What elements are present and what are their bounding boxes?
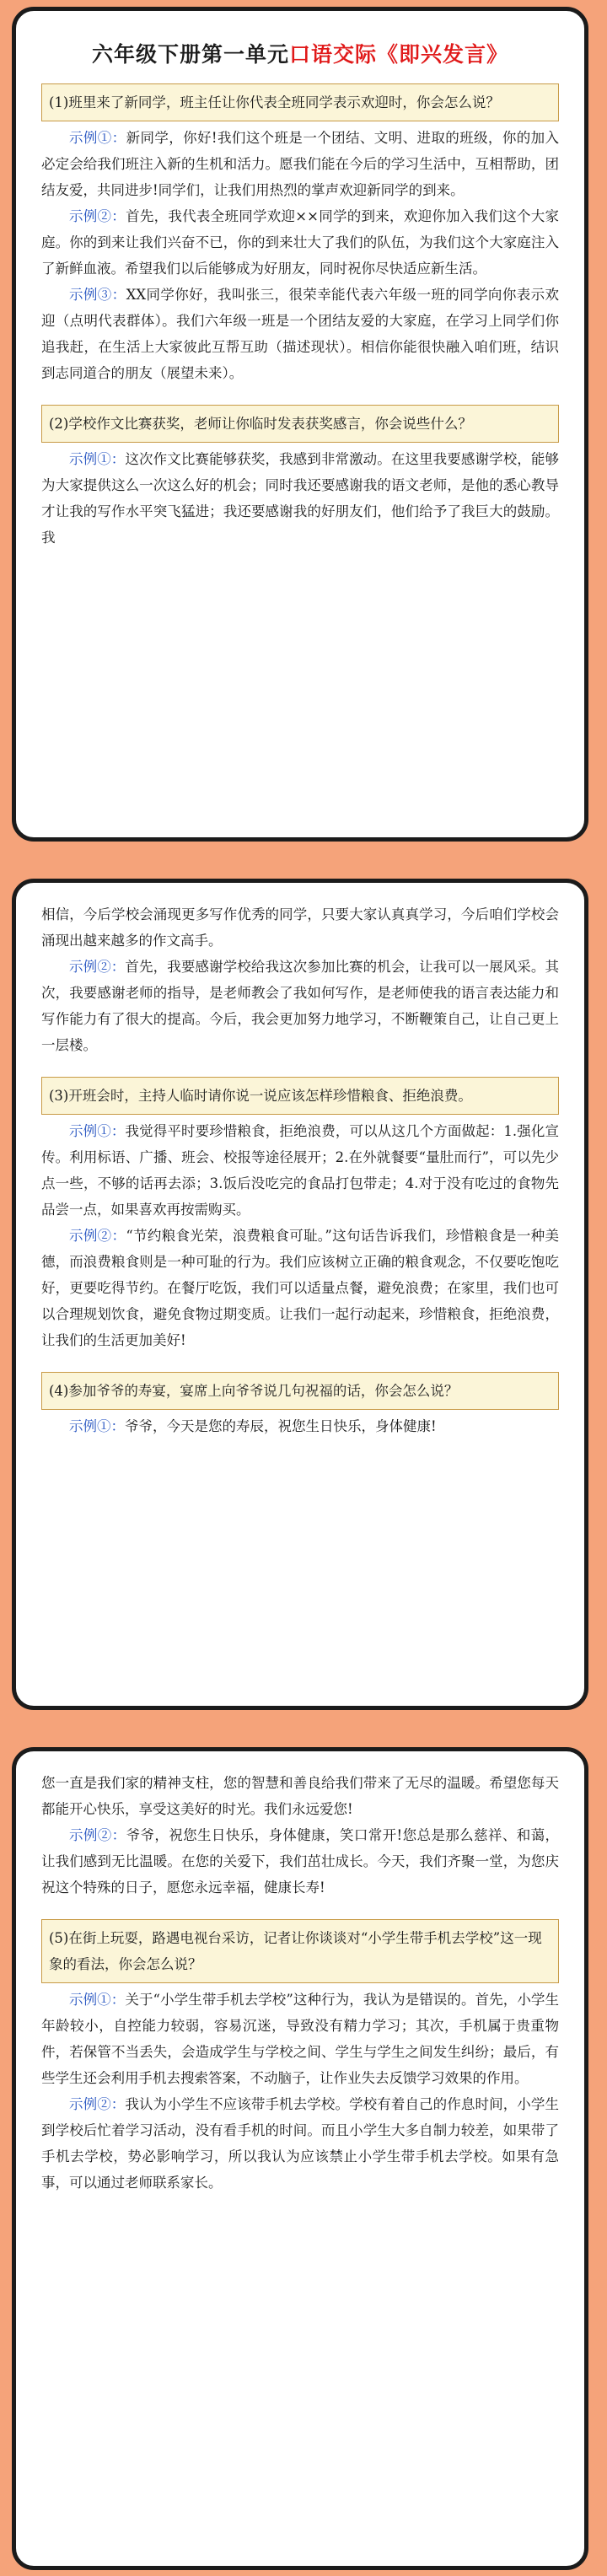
example-paragraph [41,2091,559,2196]
question-3: (3)开班会时，主持人临时请你说一说应该怎样珍惜粮食、拒绝浪费。 [41,1077,559,1115]
title-prefix: 六年级下册第一单元 [91,42,289,67]
question-2: (2)学校作文比赛获奖，老师让你临时发表获奖感言，你会说些什么？ [41,405,559,443]
example-text: 这次作文比赛能够获奖，我感到非常激动。在这里我要感谢学校，能够为大家提供这么一次这么好的机会；同时我还要感谢我的语文老师，是他的悉心教导才让我的写作水平突飞猛进；我还要感谢我的好朋友们，他们给予了我巨大的鼓励。我 [41,451,560,546]
page-title [41,38,559,68]
question-1: (1)班里来了新同学，班主任让你代表全班同学表示欢迎时，你会怎么说？ [41,83,559,121]
example-paragraph [41,1413,559,1439]
example-paragraph [41,282,559,386]
example-text: 爷爷，今天是您的寿辰，祝您生日快乐，身体健康! [125,1418,437,1434]
example-text: 我觉得平时要珍惜粮食，拒绝浪费，可以从这几个方面做起：1.强化宣传。利用标语、广播、班会、校报等途径展开；2.在外就餐要“量肚而行”，可以先少点一些，不够的话再去添；3.饭后没吃完的食品打包带走；4.对于没有吃过的食物先品尝一点，如果喜欢再按需购买。 [41,1123,559,1218]
example-label: 示例②： [69,959,126,975]
example-text: 爷爷，祝您生日快乐，身体健康，笑口常开!您总是那么慈祥、和蔼，让我们感到无比温暖。在您的关爱下，我们茁壮成长。今天，我们齐聚一堂，为您庆祝这个特殊的日子，愿您永远幸福，健康长寿! [41,1827,559,1896]
example-paragraph [41,1118,559,1223]
content-card-1 [12,7,588,842]
example-paragraph [41,125,559,203]
example-paragraph [41,203,559,282]
example-label: 示例①： [69,130,126,146]
example-text: 关于“小学生带手机去学校”这种行为，我认为是错误的。首先，小学生年龄较小，自控能力较弱，容易沉迷，导致没有精力学习；其次，手机属于贵重物件，若保管不当丢失，会造成学生与学校之间、学生与学生之间发生纠纷；最后，有些学生还会利用手机去搜索答案，不动脑子，让作业失去反馈学习效果的作用。 [41,1992,559,2086]
example-text: 首先，我要感谢学校给我这次参加比赛的机会，让我可以一展风采。其次，我要感谢老师的指导，是老师教会了我如何写作，是老师使我的语言表达能力和写作能力有了很大的提高。今后，我会更加努力地学习，不断鞭策自己，让自己更上一层楼。 [41,959,560,1053]
example-label: 示例①： [69,1123,126,1139]
example-paragraph [41,954,559,1058]
question-5: (5)在街上玩耍，路遇电视台采访，记者让你谈谈对“小学生带手机去学校”这一现象的看法，你会怎么说？ [41,1919,559,1983]
example-label: 示例②： [69,2096,126,2112]
example-label: 示例②： [69,1827,126,1843]
example-paragraph [41,1822,559,1901]
example-text: 新同学，你好!我们这个班是一个团结、文明、进取的班级，你的加入必定会给我们班注入新的生机和活力。愿我们能在今后的学习生活中，互相帮助，团结友爱，共同进步!同学们，让我们用热烈的掌声欢迎新同学的到来。 [41,130,559,198]
example-label: 示例②： [69,208,126,224]
example-label: 示例③： [69,287,126,303]
example-label: 示例①： [69,451,126,467]
example-continuation: 您一直是我们家的精神支柱，您的智慧和善良给我们带来了无尽的温暖。希望您每天都能开心快乐，享受这美好的时光。我们永远爱您! [41,1775,559,1817]
example-paragraph [41,446,559,551]
example-paragraph [41,1223,559,1353]
title-accent: 口语交际《即兴发言》 [289,42,509,67]
content-card-3 [12,1747,588,2570]
example-text: 首先，我代表全班同学欢迎××同学的到来，欢迎你加入我们这个大家庭。你的到来让我们兴奋不已，你的到来壮大了我们的队伍，为我们这个大家庭注入了新鲜血液。希望我们以后能够成为好朋友，同时祝你尽快适应新生活。 [41,208,560,277]
example-text: 我认为小学生不应该带手机去学校。学校有着自己的作息时间，小学生到学校后忙着学习活动，没有看手机的时间。而且小学生大多自制力较差，如果带了手机去学校，势必影响学习，所以我认为应该禁止小学生带手机去学校。如果有急事，可以通过老师联系家长。 [41,2096,560,2191]
example-text: “节约粮食光荣，浪费粮食可耻。”这句话告诉我们，珍惜粮食是一种美德，而浪费粮食则是一种可耻的行为。我们应该树立正确的粮食观念，不仅要吃饱吃好，更要吃得节约。在餐厅吃饭，我们可以适量点餐，避免浪费；在家里，我们也可以合理规划饮食，避免食物过期变质。让我们一起行动起来，珍惜粮食，拒绝浪费，让我们的生活更加美好! [41,1228,560,1348]
example-label: 示例②： [69,1228,126,1244]
example-label: 示例①： [69,1992,126,2008]
example-continuation: 相信，今后学校会涌现更多写作优秀的同学，只要大家认真真学习，今后咱们学校会涌现出越来越多的作文高手。 [41,906,559,949]
example-paragraph [41,1987,559,2091]
question-4: (4)参加爷爷的寿宴，宴席上向爷爷说几句祝福的话，你会怎么说？ [41,1372,559,1410]
example-text: XX同学你好，我叫张三，很荣幸能代表六年级一班的同学向你表示欢迎（点明代表群体）。我们六年级一班是一个团结友爱的大家庭，在学习上同学们你追我赶，在生活上大家彼此互帮互助（描述现状）。相信你能很快融入咱们班，结识到志同道合的朋友（展望未来）。 [41,287,559,381]
example-label: 示例①： [69,1418,125,1434]
content-card-2 [12,879,588,1710]
